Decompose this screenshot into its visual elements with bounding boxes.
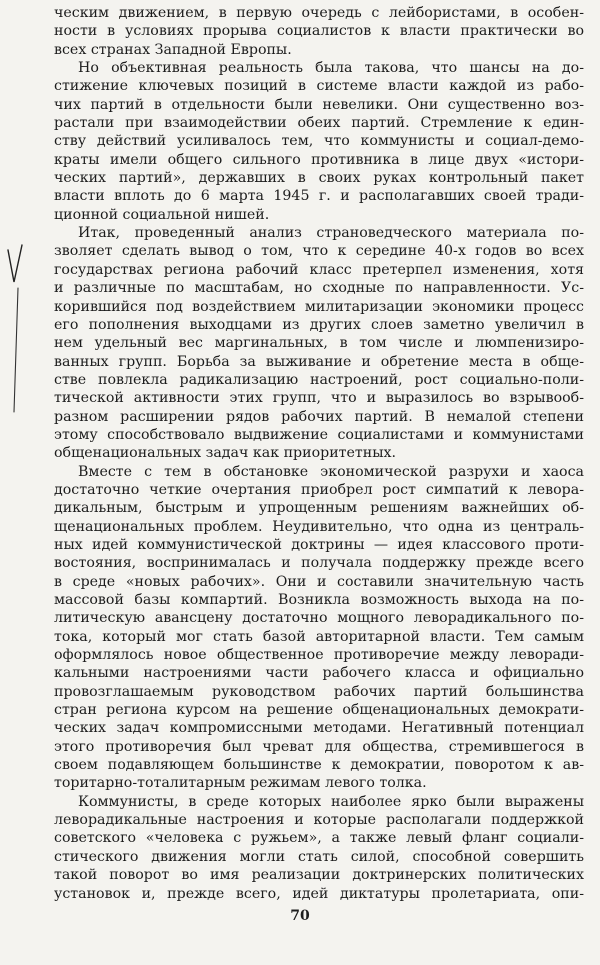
text-line: ческих задач компромиссными методами. Негативный потенциал: [54, 720, 584, 737]
text-line: всех странах Западной Европы.: [54, 41, 292, 58]
text-line: ческим движением, в первую очередь с лейбористами, в особен-: [54, 5, 584, 21]
text-line: Коммунисты, в среде которых наиболее ярко были выражены: [78, 793, 584, 810]
page-number: 70: [290, 908, 310, 924]
text-line: советского «человека с ружьем», а также левый фланг социали-: [54, 830, 584, 847]
text-line: оформлялось новое общественное противоречие между леворади-: [54, 647, 584, 664]
text-line: и различные по масштабам, но сходные по направленности. Ус-: [54, 280, 584, 297]
text-line: литическую авансцену достаточно мощного леворадикального по-: [54, 610, 584, 627]
text-line: ционной социальной нишей.: [54, 206, 270, 223]
text-line: ству действий усиливалось тем, что коммунисты и социал-демо-: [54, 133, 584, 150]
text-line: стран региона курсом на решение общенациональных демократи-: [54, 702, 584, 719]
page-body: [54, 4, 584, 903]
handwritten-margin-mark: [0, 240, 40, 420]
text-line: чих партий в отдельности были невелики. Они существенно воз-: [54, 96, 584, 113]
text-line: этого противоречия был чреват для общества, стремившегося в: [54, 738, 584, 755]
text-line: Итак, проведенный анализ страноведческого материала по-: [78, 225, 584, 242]
text-line: дикальным, быстрым и упрощенным решениям важнейших об-: [54, 500, 584, 517]
text-line: этому способствовало выдвижение социалистами и коммунистами: [54, 426, 584, 443]
text-line: щенациональных проблем. Неудивительно, что одна из централь-: [54, 518, 584, 535]
text-line: востояния, воспринималась и получала поддержку прежде всего: [54, 555, 584, 572]
text-line: ных идей коммунистической доктрины — идея классового проти-: [54, 536, 584, 553]
text-line: провозглашаемым руководством рабочих партий большинства: [54, 683, 584, 700]
text-line: такой поворот во имя реализации доктринерских политических: [54, 867, 584, 884]
text-line: Вместе с тем в обстановке экономической разрухи и хаоса: [78, 463, 584, 480]
text-line: стического движения могли стать силой, способной совершить: [54, 848, 584, 865]
text-line: установок и, прежде всего, идей диктатуры пролетариата, опи-: [54, 885, 584, 902]
text-line: общенациональных задач как приоритетных.: [54, 445, 397, 462]
text-line: массовой базы компартий. Возникла возможность выхода на по-: [54, 592, 584, 608]
text-line: его пополнения выходцами из других слоев заметно увеличил в: [54, 316, 584, 333]
text-line: разном расширении рядов рабочих партий. В немалой степени: [54, 408, 584, 425]
text-line: леворадикальные настроения и которые располагали поддержкой: [54, 812, 584, 829]
text-line: стве повлекла радикализацию настроений, рост социально-поли-: [54, 371, 584, 388]
text-line: ности в условиях прорыва социалистов к власти практически во: [54, 23, 584, 40]
text-line: достаточно четкие очертания приобрел рост симпатий к левора-: [54, 481, 584, 498]
text-line: ванных групп. Борьба за выживание и обретение места в обще-: [54, 353, 584, 370]
text-line: корившийся под воздействием милитаризации экономики процесс: [54, 298, 584, 315]
text-line: в среде «новых рабочих». Они и составили значительную часть: [54, 573, 584, 590]
text-line: нем удельный вес маргинальных, в том числе и люмпенизиро-: [54, 335, 584, 352]
text-line: власти вплоть до 6 марта 1945 г. и располагавших своей тради-: [54, 188, 584, 205]
text-line: торитарно-тоталитарным режимам левого толка.: [54, 775, 427, 792]
text-line: своем подавляющем большинстве к демократии, поворотом к ав-: [54, 757, 584, 774]
text-line: государствах региона рабочий класс претерпел изменения, хотя: [54, 261, 584, 278]
text-line: стижение ключевых позиций в системе власти каждой из рабо-: [54, 78, 584, 95]
text-line: тока, который мог стать базой авторитарной власти. Тем самым: [54, 628, 584, 645]
text-line: краты имели общего сильного противника в лице двух «истори-: [54, 151, 584, 168]
text-line: растали при взаимодействии обеих партий. Стремление к един-: [54, 115, 584, 132]
text-line: зволяет сделать вывод о том, что к середине 40-х годов во всех: [54, 243, 584, 260]
text-line: кальными настроениями части рабочего класса и официально: [54, 665, 584, 682]
text-line: тической активности этих групп, что и выразилось во взрывооб-: [54, 390, 584, 407]
text-line: Но объективная реальность была такова, что шансы на до-: [78, 60, 584, 77]
text-line: ческих партий», державших в своих руках контрольный пакет: [54, 170, 584, 187]
